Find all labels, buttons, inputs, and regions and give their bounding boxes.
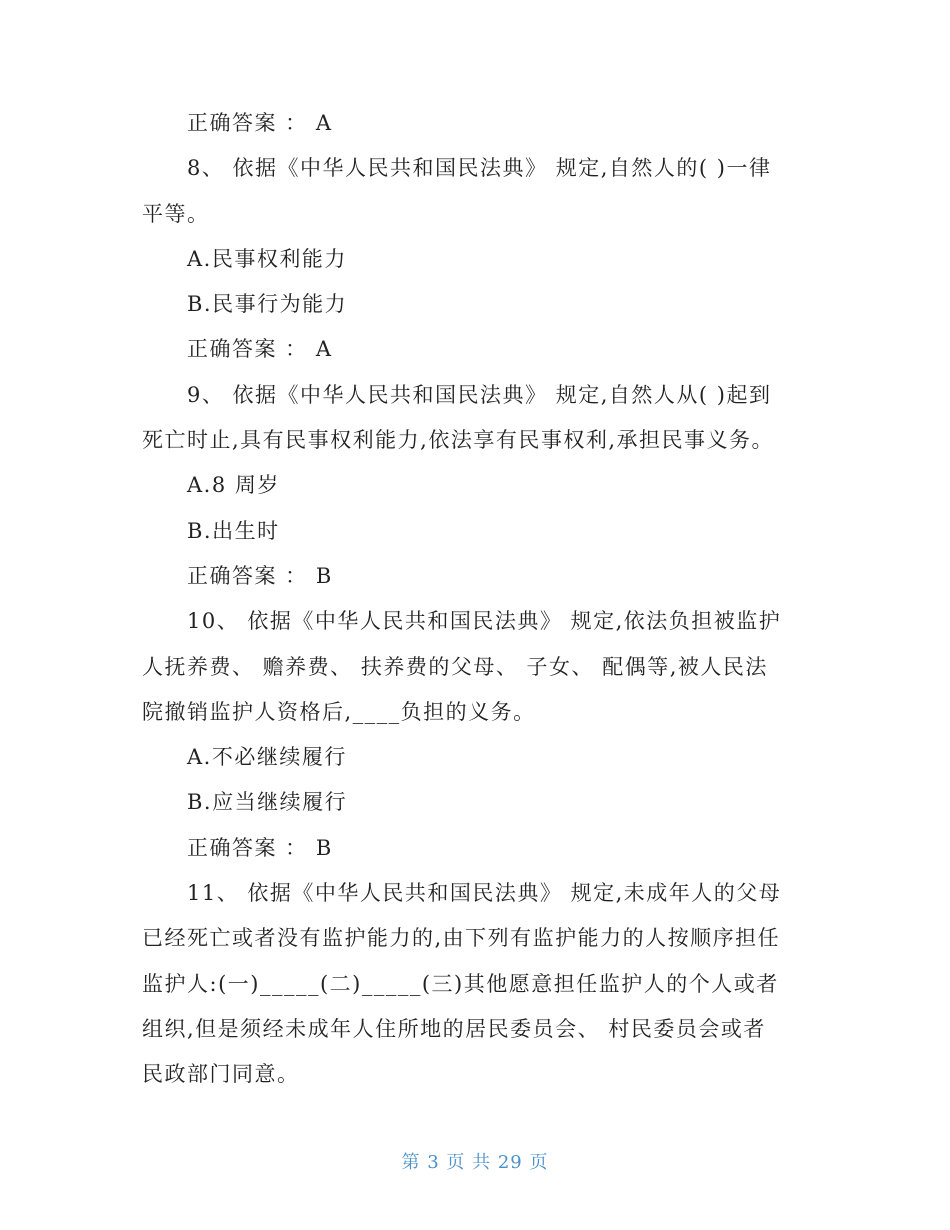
question-10-line-3: 院撤销监护人资格后,____负担的义务。: [142, 699, 536, 724]
page-number-footer: 第 3 页 共 29 页: [401, 1152, 549, 1173]
answer-line-q8: 正确答案 ： A: [187, 337, 333, 362]
answer-line-q7: 正确答案 ： A: [187, 111, 333, 135]
question-9-option-b: B.出生时: [187, 518, 280, 543]
question-8-option-b: B.民事行为能力: [187, 292, 348, 317]
question-8-line-2: 平等。: [142, 201, 210, 226]
question-11-line-5: 民政部门同意。: [142, 1062, 300, 1087]
question-10-line-1: 10、 依据《中华人民共和国民法典》 规定,依法负担被监护: [187, 609, 782, 634]
question-10-line-2: 人抚养费、 赡养费、 扶养费的父母、 子女、 配偶等,被人民法: [142, 654, 768, 679]
answer-line-q9: 正确答案 ： B: [187, 563, 333, 588]
document-body: [142, 101, 806, 1098]
question-8-line-1: 8、 依据《中华人民共和国民法典》 规定,自然人的( )一律: [187, 156, 772, 181]
question-9-line-2: 死亡时止,具有民事权利能力,依法享有民事权利,承担民事义务。: [142, 428, 775, 453]
answer-line-q10: 正确答案 ： B: [187, 835, 333, 860]
question-9-line-1: 9、 依据《中华人民共和国民法典》 规定,自然人从( )起到: [187, 382, 772, 407]
question-8-option-a: A.民事权利能力: [187, 246, 347, 271]
question-11-line-3: 监护人:(一)_____(二)_____(三)其他愿意担任监护人的个人或者: [142, 971, 779, 996]
question-11-line-4: 组织,但是须经未成年人住所地的居民委员会、 村民委员会或者: [142, 1016, 766, 1041]
question-11-line-1: 11、 依据《中华人民共和国民法典》 规定,未成年人的父母: [187, 881, 782, 906]
question-11-line-2: 已经死亡或者没有监护能力的,由下列有监护能力的人按顺序担任: [142, 926, 781, 951]
question-9-option-a: A.8 周岁: [187, 473, 280, 498]
question-10-option-a: A.不必继续履行: [187, 745, 347, 770]
question-10-option-b: B.应当继续履行: [187, 790, 348, 815]
